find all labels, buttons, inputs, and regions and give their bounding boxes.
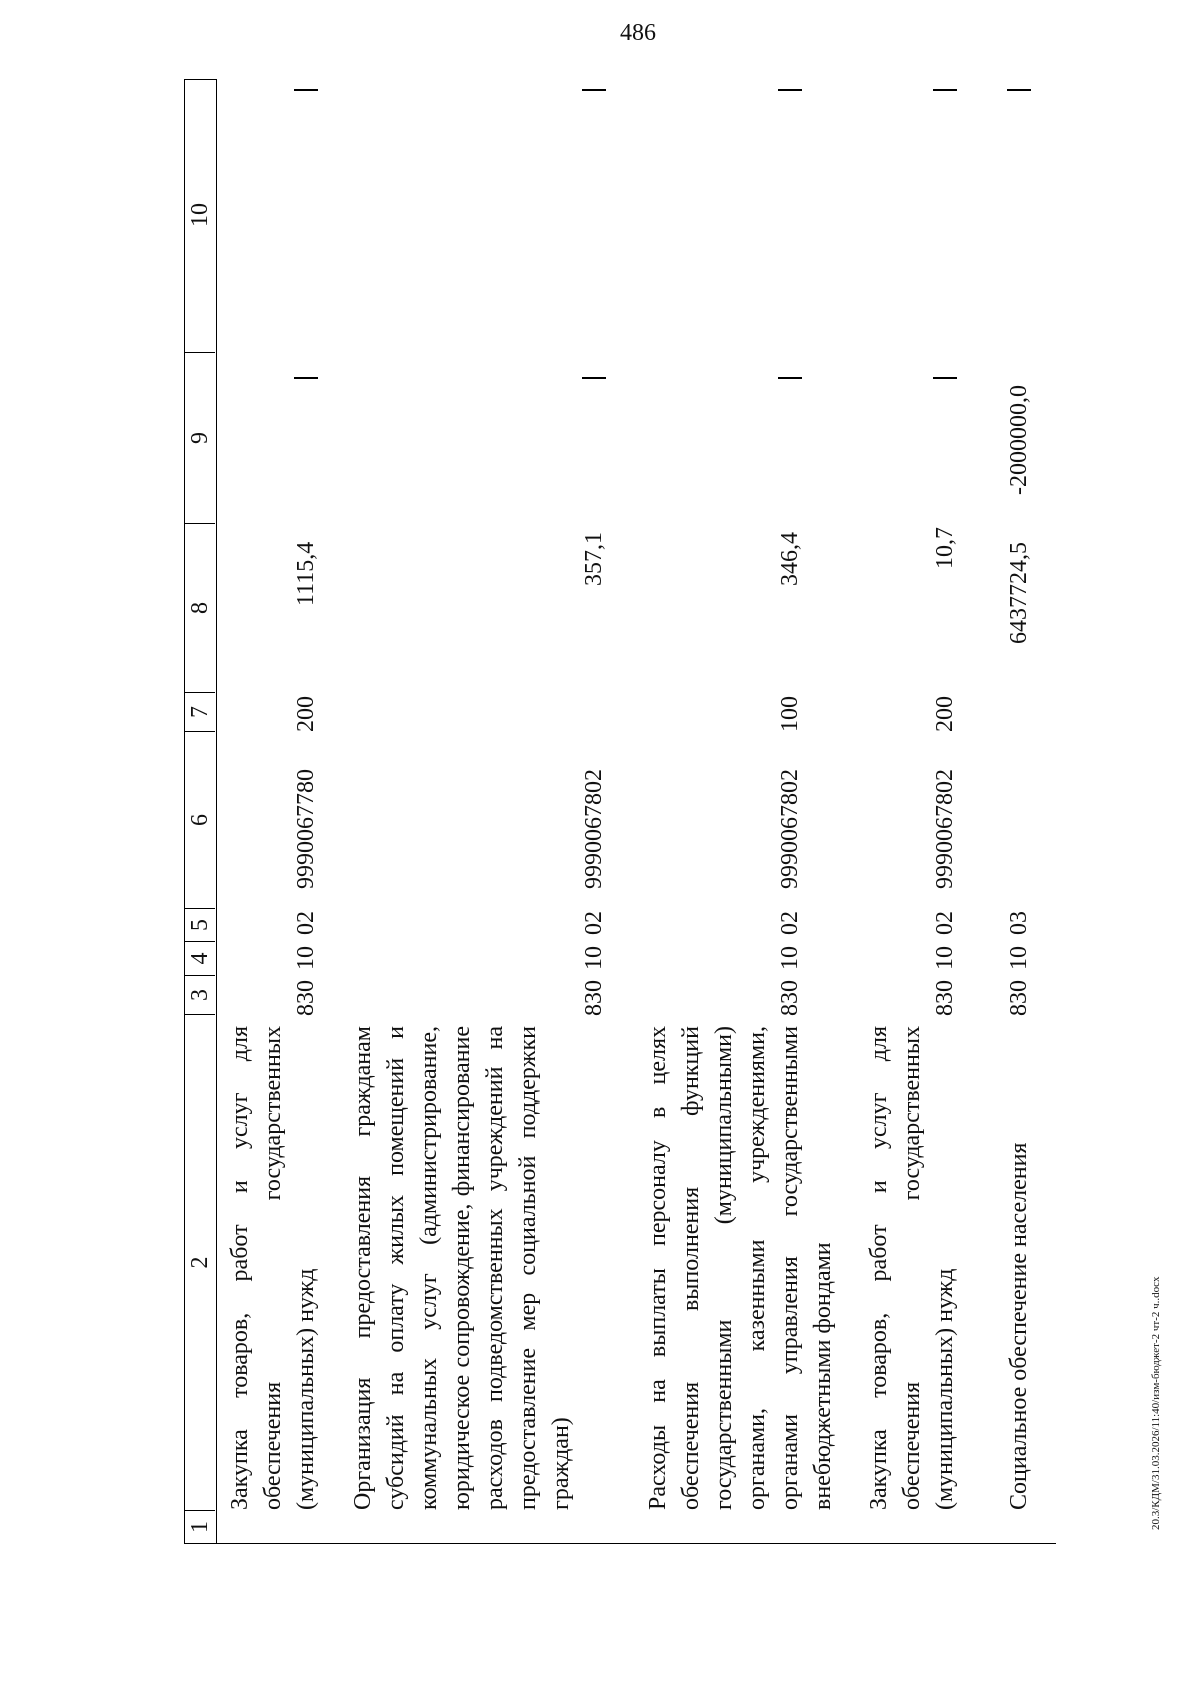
row-1-c5: 02 [293,911,319,935]
table-left-border [184,1543,1056,1544]
row-5-c3: 830 [1006,980,1032,1016]
header-col-7: 7 [185,692,215,731]
row-2-c6: 9990067802 [581,769,607,889]
header-col-5: 5 [185,908,215,941]
row-3-c5: 02 [777,911,803,935]
row-4-c3: 830 [932,980,958,1016]
budget-table [184,79,1056,1544]
row-2-name: Организация предоставления гражданам субсидий на оплату жилых помещений и коммунальных услуг (администрирование, юридическое сопровождение, финансирование расходов подведомственных учреждений на предоставление мер социальной поддержки граждан) [350,1026,574,1510]
row-4-name: Закупка товаров, работ и услуг для обеспечения государственных (муниципальных) нужд [866,1026,958,1510]
table-header-row [184,79,217,1544]
header-col-4: 4 [185,941,215,975]
row-2-c5: 02 [581,911,607,935]
header-col-10: 10 [187,203,213,227]
row-1-c6: 9990067780 [293,769,319,889]
row-5-c10-dash [1007,90,1031,92]
row-1-c3: 830 [293,980,319,1016]
row-3-c6: 9990067802 [777,769,803,889]
row-5-c9: -2000000,0 [1006,385,1032,495]
row-2-c3: 830 [581,980,607,1016]
header-col-1: 1 [185,1510,215,1543]
row-4-c10-dash [933,90,957,92]
row-4-c7: 200 [932,696,958,732]
row-3-c7: 100 [777,696,803,732]
row-1-c9-dash [294,378,318,380]
header-col-8: 8 [185,523,215,692]
row-3-c4: 10 [777,946,803,970]
row-3-c8: 346,4 [777,532,803,586]
row-4-c9-dash [933,378,957,380]
row-2-c10-dash [582,90,606,92]
row-2-c9-dash [582,378,606,380]
header-col-6: 6 [185,731,215,908]
row-1-name: Закупка товаров, работ и услуг для обеспечения государственных (муниципальных) нужд [227,1026,319,1510]
page-number: 486 [620,20,656,46]
row-5-name: Социальное обеспечение населения [1006,1142,1032,1510]
row-2-c8: 357,1 [581,532,607,586]
header-col-3: 3 [185,975,215,1014]
row-3-name: Расходы на выплаты персоналу в целях обеспечения выполнения функций государственными (муниципальными) органами, казенными учреждениями, органами управления государственными внебюджетными фондами [645,1026,836,1510]
row-1-c10-dash [294,90,318,92]
header-col-2: 2 [185,1014,215,1510]
row-5-c8: 6437724,5 [1006,542,1032,644]
header-col-9: 9 [185,352,215,523]
row-3-c9-dash [778,378,802,380]
row-3-c10-dash [778,90,802,92]
row-4-c5: 02 [932,911,958,935]
row-5-c5: 03 [1006,911,1032,935]
row-5-c4: 10 [1006,946,1032,970]
budget-table-rotated [184,79,1056,1544]
row-1-c7: 200 [293,696,319,732]
row-4-c4: 10 [932,946,958,970]
row-4-c8: 10,7 [932,527,958,569]
file-footer: 20.3/КДМ/31.03.2026/11:40/изм-бюджет-2 чт-2 ч..docx [1150,1276,1162,1530]
row-3-c3: 830 [777,980,803,1016]
row-4-c6: 9990067802 [932,769,958,889]
row-2-c4: 10 [581,946,607,970]
row-1-c4: 10 [293,946,319,970]
row-1-c8: 1115,4 [293,541,319,606]
